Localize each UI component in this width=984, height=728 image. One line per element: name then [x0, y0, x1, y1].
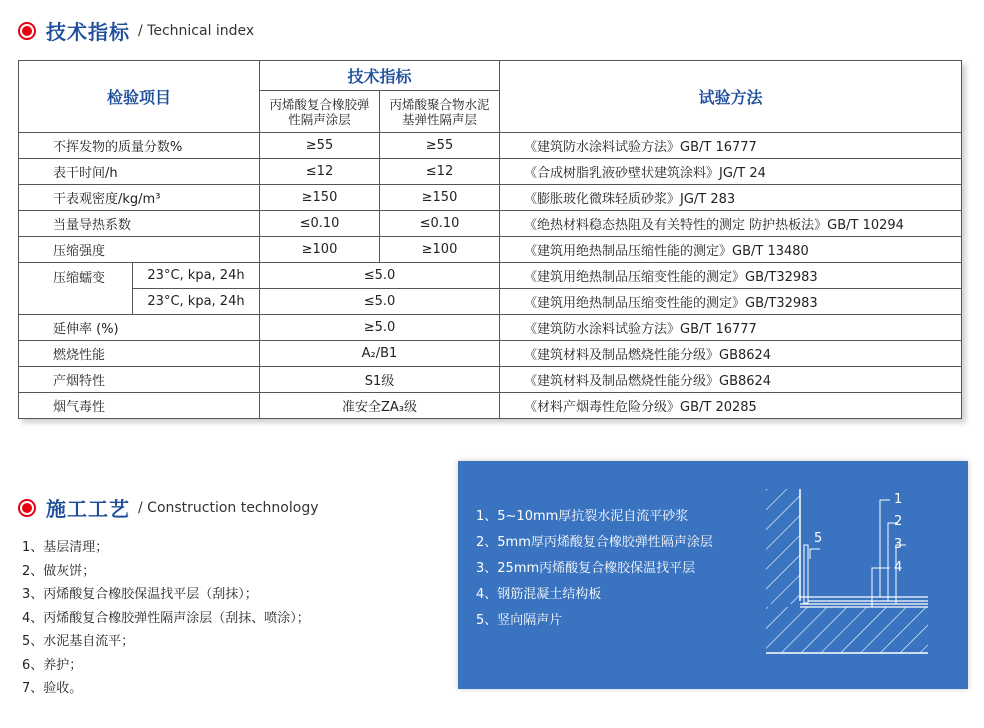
- row-item: 干表观密度/kg/m³: [19, 185, 260, 211]
- row-value: A₂/B1: [260, 341, 500, 367]
- legend-item: 4、钢筋混凝土结构板: [476, 587, 602, 602]
- row-item: 燃烧性能: [19, 341, 260, 367]
- creep-cond: 23°C, kpa, 24h: [133, 263, 260, 289]
- construction-title: 施工工艺: [46, 497, 130, 521]
- header-col1: 丙烯酸复合橡胶弹性隔声涂层: [260, 91, 380, 133]
- row-method: 《建筑材料及制品燃烧性能分级》GB8624: [500, 341, 962, 367]
- callout-1: 1: [894, 492, 903, 507]
- row-value-2: ≥55: [380, 133, 500, 159]
- row-value-1: ≤12: [260, 159, 380, 185]
- construction-subtitle: / Construction technology: [138, 499, 319, 516]
- table-row: [19, 237, 962, 263]
- callout-4: 4: [894, 560, 903, 575]
- list-item: 2、做灰饼；: [22, 563, 96, 579]
- legend-item: 5、竖向隔声片: [476, 613, 563, 628]
- row-item: 产烟特性: [19, 367, 260, 393]
- wall-hatch: [766, 489, 800, 604]
- row-method: 《建筑防水涂料试验方法》GB/T 16777: [500, 315, 962, 341]
- list-item: 7、验收。: [22, 681, 83, 696]
- row-method: 《建筑用绝热制品压缩性能的测定》GB/T 13480: [500, 237, 962, 263]
- row-item: 当量导热系数: [19, 211, 260, 237]
- floor-section-drawing: [458, 461, 968, 689]
- callout-5: 5: [814, 531, 823, 546]
- legend-item: 1、5~10mm厚抗裂水泥自流平砂浆: [476, 509, 689, 524]
- table-row: [19, 159, 962, 185]
- table-row: [19, 367, 962, 393]
- row-method: 《建筑防水涂料试验方法》GB/T 16777: [500, 133, 962, 159]
- table-row: [19, 341, 962, 367]
- row-method: 《膨胀玻化微珠轻质砂浆》JG/T 283: [500, 185, 962, 211]
- table-row: [19, 263, 962, 289]
- row-method: 《合成树脂乳液砂壁状建筑涂料》JG/T 24: [500, 159, 962, 185]
- row-item: 烟气毒性: [19, 393, 260, 419]
- table-row: [19, 211, 962, 237]
- creep-method: 《建筑用绝热制品压缩变性能的测定》GB/T32983: [500, 263, 962, 289]
- row-item: 延伸率 (%): [19, 315, 260, 341]
- row-value-2: ≤12: [380, 159, 500, 185]
- row-item: 压缩强度: [19, 237, 260, 263]
- tech-subtitle: / Technical index: [138, 22, 255, 39]
- construction-steps: [22, 536, 310, 701]
- row-method: 《建筑材料及制品燃烧性能分级》GB8624: [500, 367, 962, 393]
- sound-strip: [804, 545, 808, 603]
- legend-item: 2、5mm厚丙烯酸复合橡胶弹性隔声涂层: [476, 535, 713, 550]
- tech-section-header: [18, 16, 254, 45]
- row-item: 表干时间/h: [19, 159, 260, 185]
- table-row: [19, 315, 962, 341]
- bullet-icon: [18, 499, 36, 517]
- list-item: 5、水泥基自流平；: [22, 634, 135, 649]
- row-value: ≥5.0: [260, 315, 500, 341]
- row-value-1: ≥150: [260, 185, 380, 211]
- row-value: 准安全ZA₃级: [260, 393, 500, 419]
- row-value-1: ≤0.10: [260, 211, 380, 237]
- callout-3: 3: [894, 537, 903, 552]
- row-value-2: ≥150: [380, 185, 500, 211]
- creep-value: ≤5.0: [260, 263, 500, 289]
- row-value: S1级: [260, 367, 500, 393]
- table-row: [19, 185, 962, 211]
- list-item: 1、基层清理；: [22, 540, 109, 555]
- list-item: 4、丙烯酸复合橡胶弹性隔声涂层（刮抹、喷涂）；: [22, 610, 310, 626]
- legend-item: 3、25mm丙烯酸复合橡胶保温找平层: [476, 561, 696, 576]
- creep-value: ≤5.0: [260, 289, 500, 315]
- structure-diagram-panel: [458, 461, 968, 689]
- row-value-1: ≥100: [260, 237, 380, 263]
- list-item: 3、丙烯酸复合橡胶保温找平层（刮抹）；: [22, 587, 258, 602]
- row-value-1: ≥55: [260, 133, 380, 159]
- creep-cond: 23°C, kpa, 24h: [133, 289, 260, 315]
- row-method: 《材料产烟毒性危险分级》GB/T 20285: [500, 393, 962, 419]
- creep-method: 《建筑用绝热制品压缩变性能的测定》GB/T32983: [500, 289, 962, 315]
- table-row: [19, 393, 962, 419]
- header-index: 技术指标: [260, 61, 500, 91]
- slab-hatch: [766, 607, 928, 653]
- table-row: [19, 289, 962, 315]
- construction-section-header: [18, 493, 319, 522]
- row-method: 《绝热材料稳态热阻及有关特性的测定 防护热板法》GB/T 10294: [500, 211, 962, 237]
- bullet-icon: [18, 22, 36, 40]
- header-item: 检验项目: [19, 61, 260, 133]
- row-value-2: ≤0.10: [380, 211, 500, 237]
- technical-index-table: [18, 60, 962, 419]
- table-row: [19, 133, 962, 159]
- header-method: 试验方法: [500, 61, 962, 133]
- callout-2: 2: [894, 514, 903, 529]
- list-item: 6、养护；: [22, 657, 83, 673]
- header-col2: 丙烯酸聚合物水泥基弹性隔声层: [380, 91, 500, 133]
- creep-item: 压缩蠕变: [19, 263, 133, 315]
- row-value-2: ≥100: [380, 237, 500, 263]
- row-item: 不挥发物的质量分数%: [19, 133, 260, 159]
- tech-title: 技术指标: [46, 20, 130, 44]
